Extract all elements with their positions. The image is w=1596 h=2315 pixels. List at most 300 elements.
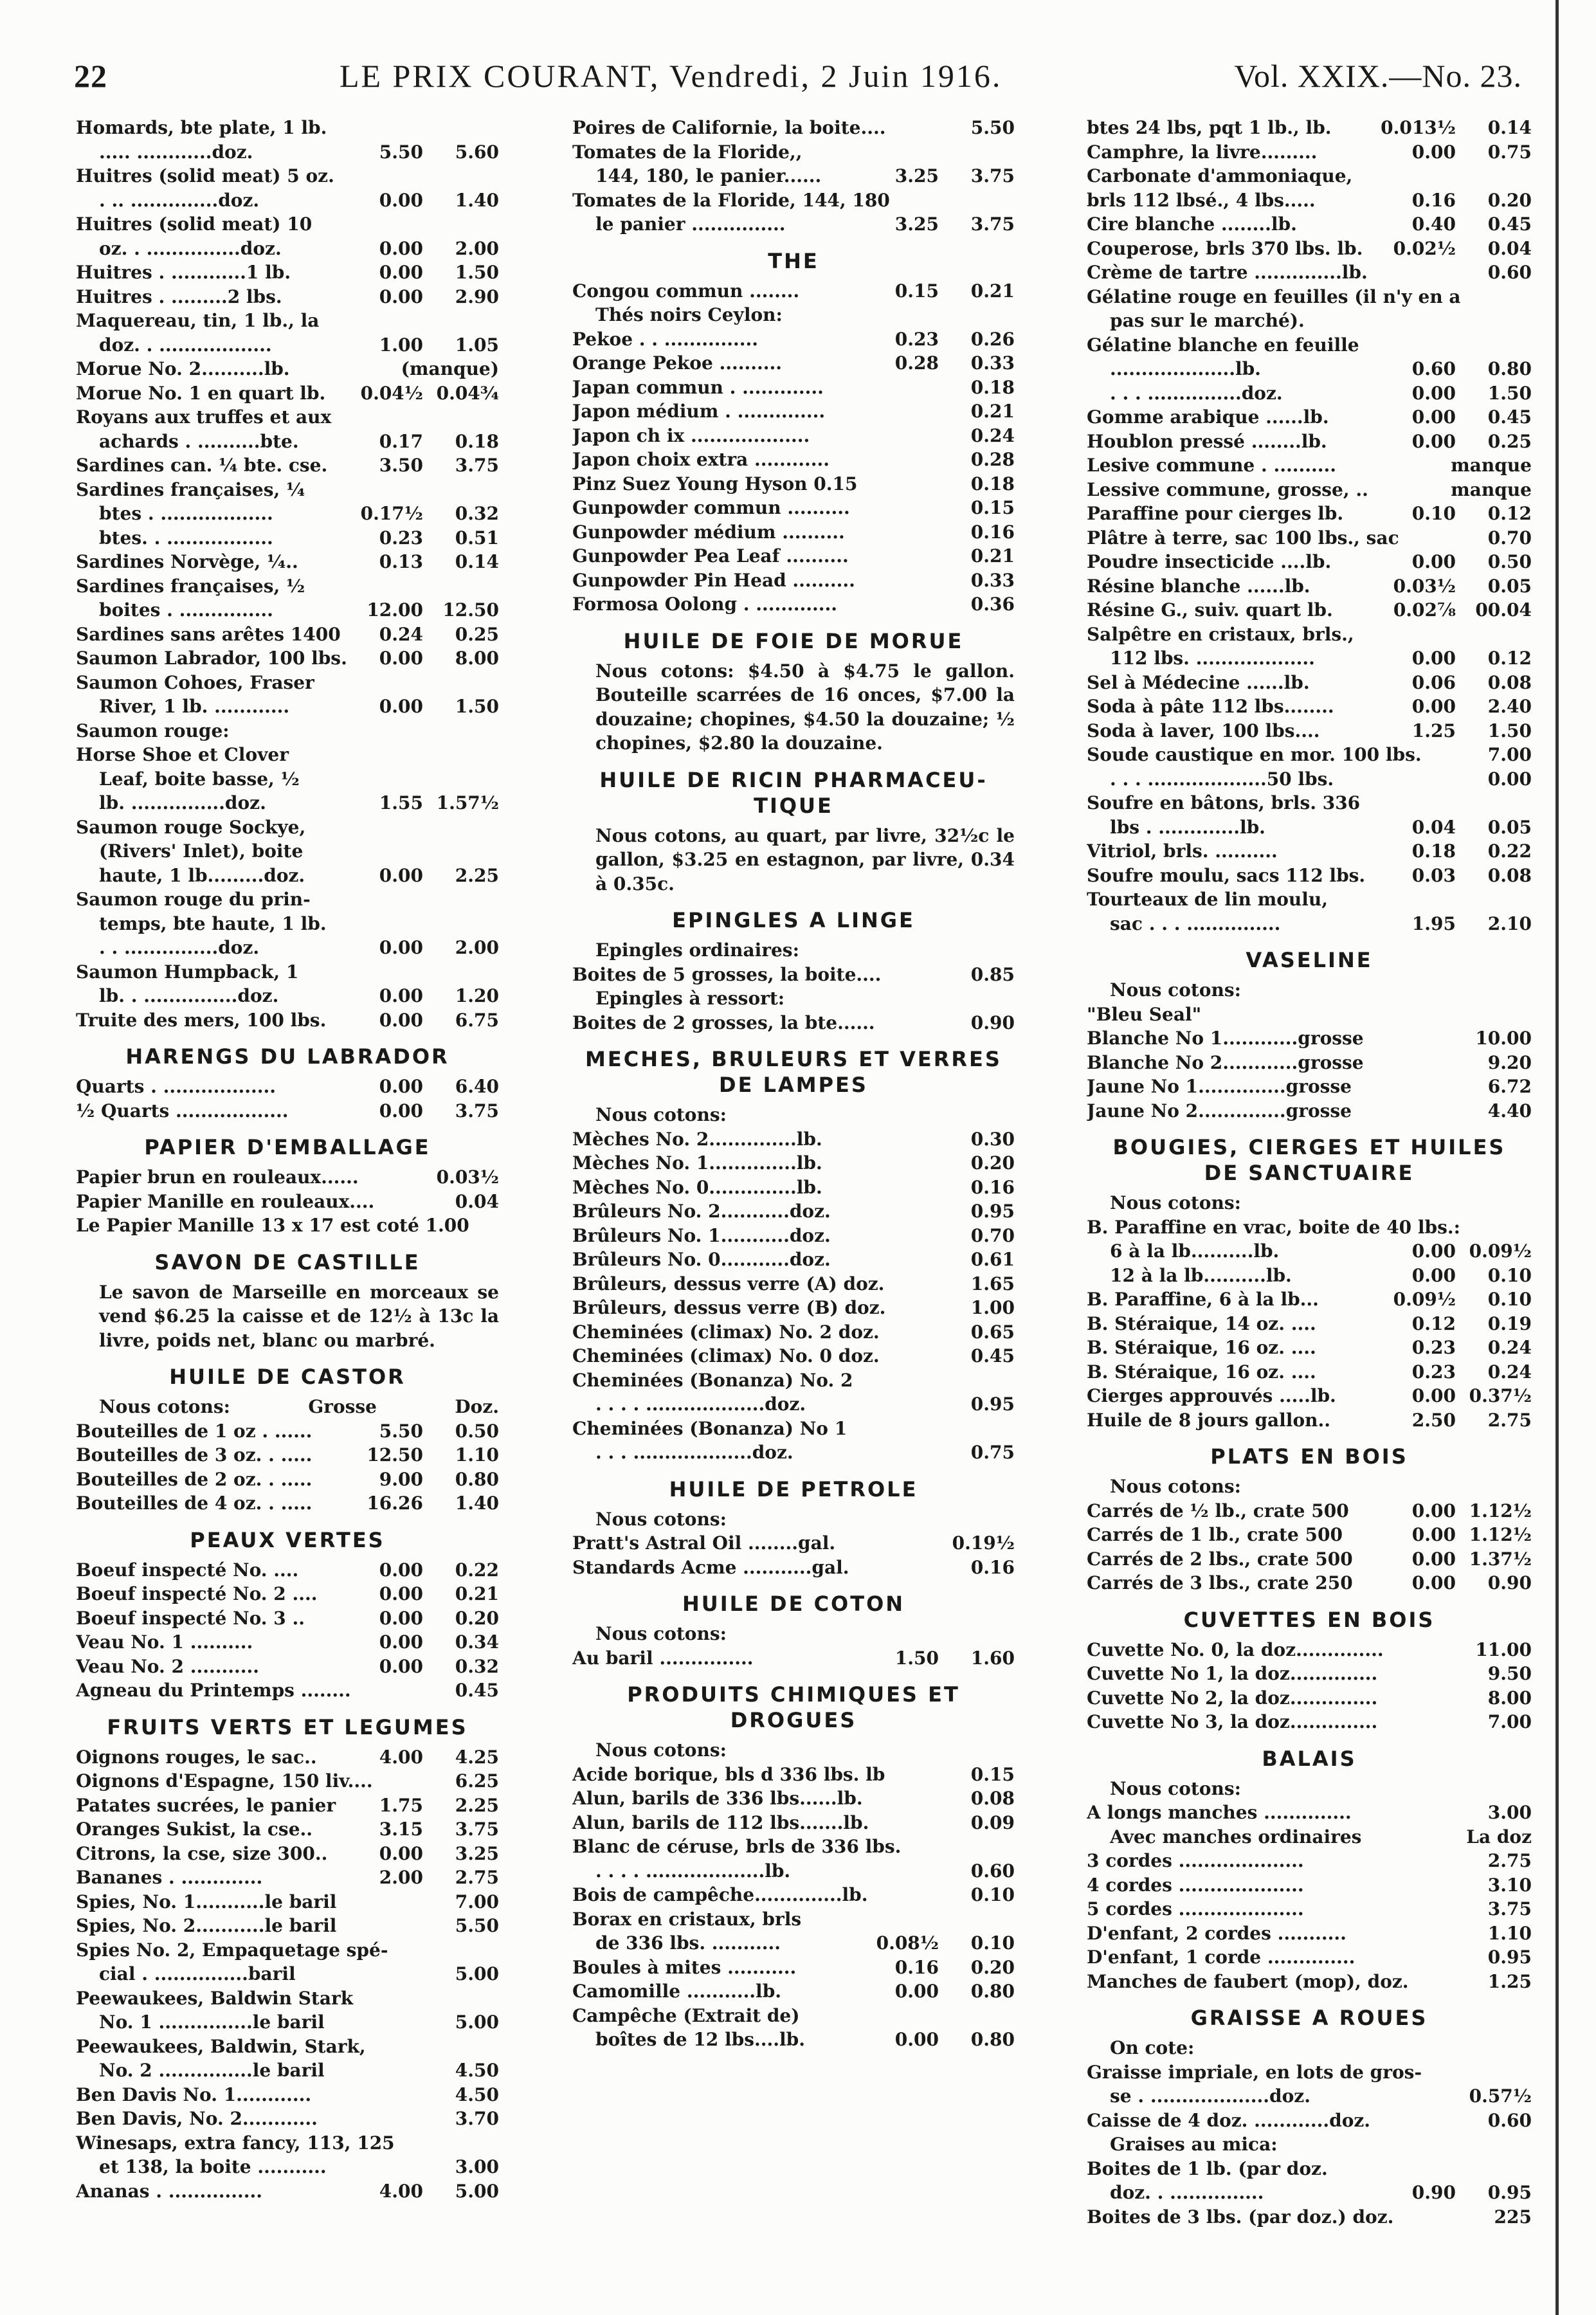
item-label: Poires de Californie, la boite....: [572, 117, 886, 138]
price-row: [1087, 1801, 1532, 1825]
item-label: 6 à la lb..........lb.: [1110, 1240, 1280, 1262]
section-heading: GRAISSE A ROUES: [1190, 2006, 1428, 2030]
item-label: Lesive commune . ..........: [1087, 455, 1336, 476]
item-label: Bouteilles de 3 oz. . .....: [76, 1444, 313, 1466]
text-line: Nous cotons:: [1110, 979, 1241, 1001]
price-value: 0.00: [1411, 1264, 1456, 1286]
price-row: [76, 381, 499, 406]
item-label: Boeuf inspecté No. ....: [76, 1559, 299, 1581]
item-label: Citrons, la cse, size 300..: [76, 1842, 328, 1864]
price-row: [1087, 188, 1532, 213]
price-value: 0.20: [455, 1607, 499, 1629]
section-heading: PLATS EN BOIS: [1210, 1444, 1408, 1469]
price-value: 1.50: [894, 1647, 939, 1669]
price-row: [572, 1248, 1015, 1272]
price-value: 0.21: [970, 401, 1015, 422]
price-value: 4.00: [379, 2180, 423, 2202]
column-3: [1087, 116, 1532, 2302]
item-label: Alun, barils de 112 lbs.......lb.: [572, 1811, 869, 1833]
price-value: 0.32: [455, 503, 499, 524]
price-row: [1087, 550, 1532, 574]
price-row: [76, 188, 499, 213]
price-row: [76, 791, 499, 815]
item-label: . . . . ...................doz.: [595, 1394, 806, 1415]
price-value: 7.00: [1487, 744, 1532, 765]
price-row: [572, 472, 1015, 496]
item-label: Paraffine pour cierges lb.: [1087, 503, 1344, 524]
item-label: se . ...................doz.: [1110, 2085, 1310, 2107]
price-value: 0.00: [379, 696, 423, 717]
price-row: [1087, 381, 1532, 406]
price-row: [1087, 1571, 1532, 1595]
price-row: [76, 1630, 499, 1655]
item-label: boîtes de 12 lbs....lb.: [595, 2029, 805, 2050]
column-header-row: [76, 1395, 499, 1419]
price-value: 1.57½: [436, 792, 499, 813]
price-row: [572, 1646, 1015, 1671]
column-header-b: Doz.: [455, 1396, 499, 1417]
price-row: [572, 1127, 1015, 1152]
text-line: Cheminées (Bonanza) No 1: [572, 1417, 848, 1439]
price-row: [572, 1392, 1015, 1417]
price-value: 0.19½: [952, 1532, 1015, 1554]
price-row: [1087, 140, 1532, 165]
price-value: 1.40: [455, 189, 499, 211]
price-value: 0.45: [455, 1680, 499, 1701]
column-header-row: [1087, 1825, 1532, 1849]
item-label: Boules à mites ...........: [572, 1956, 797, 1978]
price-value: 0.00: [894, 2029, 939, 2050]
price-value: 1.50: [1487, 382, 1532, 404]
price-row: [76, 1165, 499, 1190]
price-value: 0.00: [379, 937, 423, 958]
price-value: 0.08: [970, 1788, 1015, 1809]
price-value: 00.04: [1475, 599, 1532, 621]
price-row: [1087, 1384, 1532, 1408]
price-row: [76, 1678, 499, 1703]
price-row: [76, 430, 499, 454]
price-row: [76, 1866, 499, 1890]
section-heading: HUILE DE COTON: [682, 1592, 905, 1616]
price-value: 0.00: [1411, 406, 1456, 428]
price-value: 0.24: [970, 424, 1015, 446]
text-line: Tomates de la Floride, 144, 180: [572, 189, 890, 211]
column-header-text: Avec manches ordinaires: [1110, 1826, 1362, 1847]
price-value: manque: [1451, 455, 1532, 476]
section-heading: HUILE DE FOIE DE MORUE: [623, 628, 964, 653]
price-value: 12.00: [367, 599, 423, 621]
price-row: [76, 357, 499, 381]
price-row: [76, 1842, 499, 1866]
price-row: [1087, 1873, 1532, 1898]
price-value: 3.50: [379, 455, 423, 476]
item-label: Sel à Médecine ......lb.: [1087, 671, 1310, 693]
price-value: 0.90: [1487, 1572, 1532, 1593]
price-value: 0.00: [1411, 430, 1456, 452]
price-value: 0.20: [970, 1956, 1015, 1978]
item-label: Morue No. 2..........lb.: [76, 358, 290, 379]
price-row: [1087, 1026, 1532, 1051]
item-label: Caisse de 4 doz. ............doz.: [1087, 2109, 1371, 2131]
price-value: 0.04½: [360, 382, 423, 404]
price-row: [76, 237, 499, 261]
price-value: 0.04: [455, 1190, 499, 1212]
item-label: doz. . ...............: [1110, 2182, 1264, 2203]
price-row: [76, 1745, 499, 1770]
price-value: 0.34: [455, 1631, 499, 1653]
price-value: 0.33: [970, 352, 1015, 374]
price-row: [1087, 1312, 1532, 1336]
price-row: [76, 646, 499, 671]
price-value: 1.10: [1487, 1922, 1532, 1944]
price-value: 0.36: [970, 594, 1015, 615]
price-row: [572, 1344, 1015, 1368]
text-line: Saumon Cohoes, Fraser: [76, 671, 314, 693]
item-label: Sardines Norvège, ¼..: [76, 551, 298, 572]
price-row: [1087, 1360, 1532, 1384]
price-value: 0.02½: [1393, 237, 1456, 259]
item-label: Orange Pekoe ..........: [572, 352, 783, 374]
item-label: Résine G., suiv. quart lb.: [1087, 599, 1333, 621]
price-value: 0.04: [1411, 816, 1456, 838]
price-row: [76, 1769, 499, 1793]
section-heading: PEAUX VERTES: [190, 1527, 385, 1552]
price-value: 0.10: [1487, 1289, 1532, 1310]
price-value: 1.50: [455, 696, 499, 717]
price-value: 3.75: [455, 455, 499, 476]
item-label: . . . . ...................lb.: [595, 1860, 791, 1882]
item-label: Huile de 8 jours gallon..: [1087, 1409, 1330, 1431]
item-label: Soda à laver, 100 lbs....: [1087, 720, 1320, 741]
price-value: 0.28: [894, 352, 939, 374]
price-value: 0.23: [379, 527, 423, 549]
price-value: 0.21: [970, 545, 1015, 567]
price-row: [572, 279, 1015, 304]
item-label: Soufre moulu, sacs 112 lbs.: [1087, 864, 1366, 886]
price-value: 1.50: [455, 262, 499, 283]
price-value: 2.25: [455, 1794, 499, 1816]
price-value: 0.21: [455, 1583, 499, 1604]
price-value: 3.75: [1487, 1898, 1532, 1920]
price-value: 1.00: [970, 1297, 1015, 1318]
price-value: 16.26: [367, 1493, 423, 1514]
price-value: 1.12½: [1469, 1500, 1532, 1521]
price-value: 0.13: [379, 551, 423, 572]
page-edge-rule: [1555, 0, 1559, 2315]
item-label: de 336 lbs. ...........: [595, 1932, 781, 1954]
text-line: Campêche (Extrait de): [572, 2004, 800, 2026]
section-paragraph: Nous cotons, au quart, par livre, 32½c le gallon, $3.25 en estagnon, par livre, 0.34 à 0.35c.: [595, 824, 1015, 894]
price-row: [572, 1556, 1015, 1580]
price-value: 1.55: [379, 792, 423, 813]
price-value: 5.60: [455, 141, 499, 163]
price-row: [572, 351, 1015, 376]
text-line: pas sur le marché).: [1110, 310, 1305, 331]
item-label: Brûleurs No. 2...........doz.: [572, 1201, 831, 1222]
price-value: 0.03: [1411, 864, 1456, 886]
price-value: 2.75: [1487, 1850, 1532, 1871]
price-row: [572, 164, 1015, 188]
price-value: 0.00: [379, 1076, 423, 1097]
price-value: 1.20: [455, 985, 499, 1006]
price-row: [572, 568, 1015, 593]
price-value: 0.16: [894, 1956, 939, 1978]
item-label: Boites de 5 grosses, la boite....: [572, 963, 882, 985]
item-label: sac . . . ...............: [1110, 912, 1281, 934]
item-label: Camphre, la livre.........: [1087, 141, 1318, 163]
item-label: Cuvette No 1, la doz..............: [1087, 1663, 1378, 1684]
text-line: Epingles à ressort:: [595, 988, 785, 1009]
price-row: [76, 1075, 499, 1099]
item-label: Gunpowder commun ..........: [572, 497, 850, 518]
column-2: [572, 116, 1015, 2302]
price-row: [572, 1320, 1015, 1345]
price-row: [1087, 815, 1532, 840]
price-value: 0.21: [970, 280, 1015, 302]
item-label: Mèches No. 2..............lb.: [572, 1128, 822, 1150]
price-value: 0.16: [1411, 189, 1456, 211]
price-value: 0.80: [1487, 358, 1532, 379]
item-label: Japon choix extra ............: [572, 449, 830, 470]
price-row: [76, 694, 499, 719]
item-label: oz. . ...............doz.: [99, 237, 282, 259]
text-line: temps, bte haute, 1 lb.: [99, 912, 327, 934]
item-label: Jaune No 2..............grosse: [1087, 1100, 1352, 1121]
price-row: [572, 1199, 1015, 1224]
price-value: 0.60: [970, 1860, 1015, 1882]
price-value: 0.04: [1487, 237, 1532, 259]
price-row: [1087, 453, 1532, 478]
price-row: [1087, 478, 1532, 502]
item-label: Carrés de 1 lb., crate 500: [1087, 1524, 1343, 1545]
price-row: [76, 1099, 499, 1123]
item-label: Formosa Oolong . .............: [572, 594, 838, 615]
price-value: 0.95: [970, 1394, 1015, 1415]
section-heading: CUVETTES EN BOIS: [1183, 1607, 1435, 1632]
price-value: 0.00: [1411, 1240, 1456, 1262]
item-label: Bois de campêche..............lb.: [572, 1884, 868, 1905]
price-row: [76, 333, 499, 358]
price-value: 3.25: [894, 213, 939, 235]
price-value: 1.00: [379, 334, 423, 356]
price-value: 5.50: [379, 1420, 423, 1442]
item-label: Sardines can. ¼ bte. cse.: [76, 455, 328, 476]
price-value: 3.15: [379, 1819, 423, 1840]
price-value: 0.23: [1411, 1361, 1456, 1383]
price-value: 12.50: [442, 599, 499, 621]
price-value: 0.50: [455, 1420, 499, 1442]
item-label: Cierges approuvés .....lb.: [1087, 1385, 1336, 1406]
price-row: [572, 399, 1015, 424]
item-label: Houblon pressé ........lb.: [1087, 430, 1327, 452]
item-label: Japan commun . .............: [572, 376, 824, 398]
text-line: Thés noirs Ceylon:: [595, 304, 783, 325]
price-value: 0.60: [1487, 2109, 1532, 2131]
price-value: 5.50: [970, 117, 1015, 138]
item-label: Huitres . ............1 lb.: [76, 262, 291, 283]
price-value: 0.00: [1411, 382, 1456, 404]
price-value: 5.00: [455, 1963, 499, 1984]
price-value: 0.00: [1411, 1385, 1456, 1406]
price-value: 1.10: [455, 1444, 499, 1466]
text-line: Nous cotons:: [1110, 1192, 1241, 1213]
item-label: boites . ...............: [99, 599, 273, 621]
section-heading: HUILE DE PETROLE: [669, 1476, 918, 1502]
item-label: Gomme arabique ......lb.: [1087, 406, 1329, 428]
price-value: 0.18: [455, 430, 499, 452]
item-label: Carrés de ½ lb., crate 500: [1087, 1500, 1349, 1521]
price-value: 0.10: [970, 1884, 1015, 1905]
item-label: Soda à pâte 112 lbs........: [1087, 696, 1334, 717]
item-label: Pekoe . . ...............: [572, 328, 758, 350]
price-value: 2.00: [455, 937, 499, 958]
price-row: [76, 1558, 499, 1583]
price-row: [1087, 1523, 1532, 1547]
text-line: Soufre en bâtons, brls. 336: [1087, 792, 1361, 813]
price-value: 0.61: [970, 1249, 1015, 1270]
price-row: [1087, 1710, 1532, 1734]
text-line: Nous cotons:: [595, 1739, 727, 1761]
section-heading: BOUGIES, CIERGES ET HUILES DE SANCTUAIRE: [1112, 1135, 1506, 1185]
price-row: [76, 984, 499, 1008]
price-row: [76, 1008, 499, 1033]
item-label: Bananes . .............: [76, 1867, 263, 1888]
price-value: 9.20: [1487, 1051, 1532, 1073]
price-value: 0.19: [1487, 1312, 1532, 1334]
price-row: [76, 2058, 499, 2083]
price-value: 0.60: [1487, 262, 1532, 283]
text-line: Salpêtre en cristaux, brls.,: [1087, 623, 1354, 645]
price-value: 0.09½: [1469, 1240, 1532, 1262]
text-line: Peewaukees, Baldwin, Stark,: [76, 2035, 366, 2057]
item-label: Mèches No. 0..............lb.: [572, 1176, 822, 1198]
item-label: Bouteilles de 1 oz . ......: [76, 1420, 313, 1442]
price-row: [76, 2179, 499, 2204]
price-row: [1087, 237, 1532, 261]
section-heading: EPINGLES A LINGE: [672, 908, 915, 932]
item-label: Poudre insecticide ....lb.: [1087, 551, 1332, 572]
section-heading: THE: [768, 248, 819, 273]
text-line: Maquereau, tin, 1 lb., la: [76, 310, 320, 331]
price-value: 0.09½: [1393, 1289, 1456, 1310]
price-row: [572, 1763, 1015, 1787]
price-value: 0.16: [970, 521, 1015, 543]
price-value: 2.00: [455, 237, 499, 259]
price-value: 0.00: [1411, 1500, 1456, 1521]
price-value: 0.00: [379, 1100, 423, 1121]
item-label: Cuvette No 3, la doz..............: [1087, 1711, 1378, 1732]
price-value: 0.70: [1487, 527, 1532, 549]
text-line: Sardines françaises, ½: [76, 575, 305, 597]
price-value: 5.00: [455, 2180, 499, 2202]
item-label: Quarts . ..................: [76, 1076, 277, 1097]
price-row: [1087, 839, 1532, 864]
price-value: 0.23: [1411, 1337, 1456, 1358]
price-row: [1087, 1921, 1532, 1946]
price-value: 1.65: [970, 1273, 1015, 1294]
item-label: Camomille ...........lb.: [572, 1981, 782, 2002]
price-value: 3.10: [1487, 1874, 1532, 1896]
price-row: [1087, 694, 1532, 719]
price-value: 0.80: [970, 1981, 1015, 2002]
price-value: 0.15: [970, 497, 1015, 518]
item-label: 4 cordes ....................: [1087, 1874, 1304, 1896]
price-row: [1087, 912, 1532, 936]
price-value: 0.10: [1487, 1264, 1532, 1286]
price-value: 0.45: [1487, 213, 1532, 235]
price-row: [76, 1491, 499, 1516]
item-label: Papier brun en rouleaux......: [76, 1167, 359, 1188]
price-value: 0.15: [970, 1763, 1015, 1785]
price-value: 0.04¾: [436, 382, 499, 404]
item-label: 12 à la lb..........lb.: [1110, 1264, 1292, 1286]
item-label: Oignons rouges, le sac..: [76, 1746, 317, 1768]
item-label: achards . ..........bte.: [99, 430, 299, 452]
price-value: 3.75: [455, 1819, 499, 1840]
price-value: 0.25: [1487, 430, 1532, 452]
price-value: 2.25: [455, 864, 499, 886]
item-label: D'enfant, 2 cordes ...........: [1087, 1922, 1347, 1944]
price-value: 0.57½: [1469, 2085, 1532, 2107]
price-value: 1.75: [379, 1794, 423, 1816]
running-title: LE PRIX COURANT, Vendredi, 2 Juin 1916.: [339, 58, 1002, 94]
item-label: Standards Acme ...........gal.: [572, 1556, 849, 1578]
price-value: 0.18: [970, 473, 1015, 495]
price-value: 0.80: [970, 2029, 1015, 2050]
section-heading: BALAIS: [1262, 1746, 1357, 1771]
price-value: 9.50: [1487, 1663, 1532, 1684]
price-row: [572, 1859, 1015, 1884]
text-line: Boites de 1 lb. (par doz.: [1087, 2157, 1328, 2179]
price-row: [572, 520, 1015, 545]
item-label: Plâtre à terre, sac 100 lbs., sac: [1087, 527, 1399, 549]
section-paragraph: Nous cotons: $4.50 à $4.75 le gallon. Bouteille scarrées de 16 onces, $7.00 la douzaine; chopines, $4.50 la douzaine; ½ chopines, $2.80 la douzaine.: [595, 660, 1015, 754]
price-row: [572, 496, 1015, 520]
text-line: Horse Shoe et Clover: [76, 744, 289, 765]
price-value: 0.00: [379, 1009, 423, 1031]
price-value: 4.00: [379, 1746, 423, 1768]
price-value: 3.75: [455, 1100, 499, 1121]
price-row: [1087, 2109, 1532, 2133]
item-label: Blanche No 1............grosse: [1087, 1028, 1364, 1049]
price-value: 0.00: [379, 1607, 423, 1629]
item-label: Alun, barils de 336 lbs......lb.: [572, 1788, 863, 1809]
item-label: Soude caustique en mor. 100 lbs.: [1087, 744, 1422, 765]
text-line: Nous cotons:: [595, 1104, 727, 1125]
price-row: [1087, 116, 1532, 140]
item-label: Morue No. 1 en quart lb.: [76, 382, 326, 404]
price-value: 1.25: [1411, 720, 1456, 741]
item-label: Ananas . ...............: [76, 2180, 262, 2202]
price-row: [76, 1914, 499, 1938]
price-value: 0.32: [455, 1655, 499, 1677]
price-row: [76, 1582, 499, 1606]
price-row: [1087, 1970, 1532, 1994]
price-row: [76, 1793, 499, 1818]
item-label: Veau No. 1 ..........: [76, 1631, 253, 1653]
item-label: doz. . ..................: [99, 334, 272, 356]
price-value: 2.40: [1487, 696, 1532, 717]
price-value: 1.25: [1487, 1970, 1532, 1992]
item-label: Veau No. 2 ...........: [76, 1655, 259, 1677]
price-value: 0.03½: [1393, 575, 1456, 597]
price-value: 1.12½: [1469, 1524, 1532, 1545]
price-value: 6.40: [455, 1076, 499, 1097]
item-label: Vitriol, brls. ..........: [1087, 840, 1278, 862]
price-row: [572, 1296, 1015, 1320]
price-value: 0.60: [1411, 358, 1456, 379]
text-line: Nous cotons:: [595, 1623, 727, 1644]
